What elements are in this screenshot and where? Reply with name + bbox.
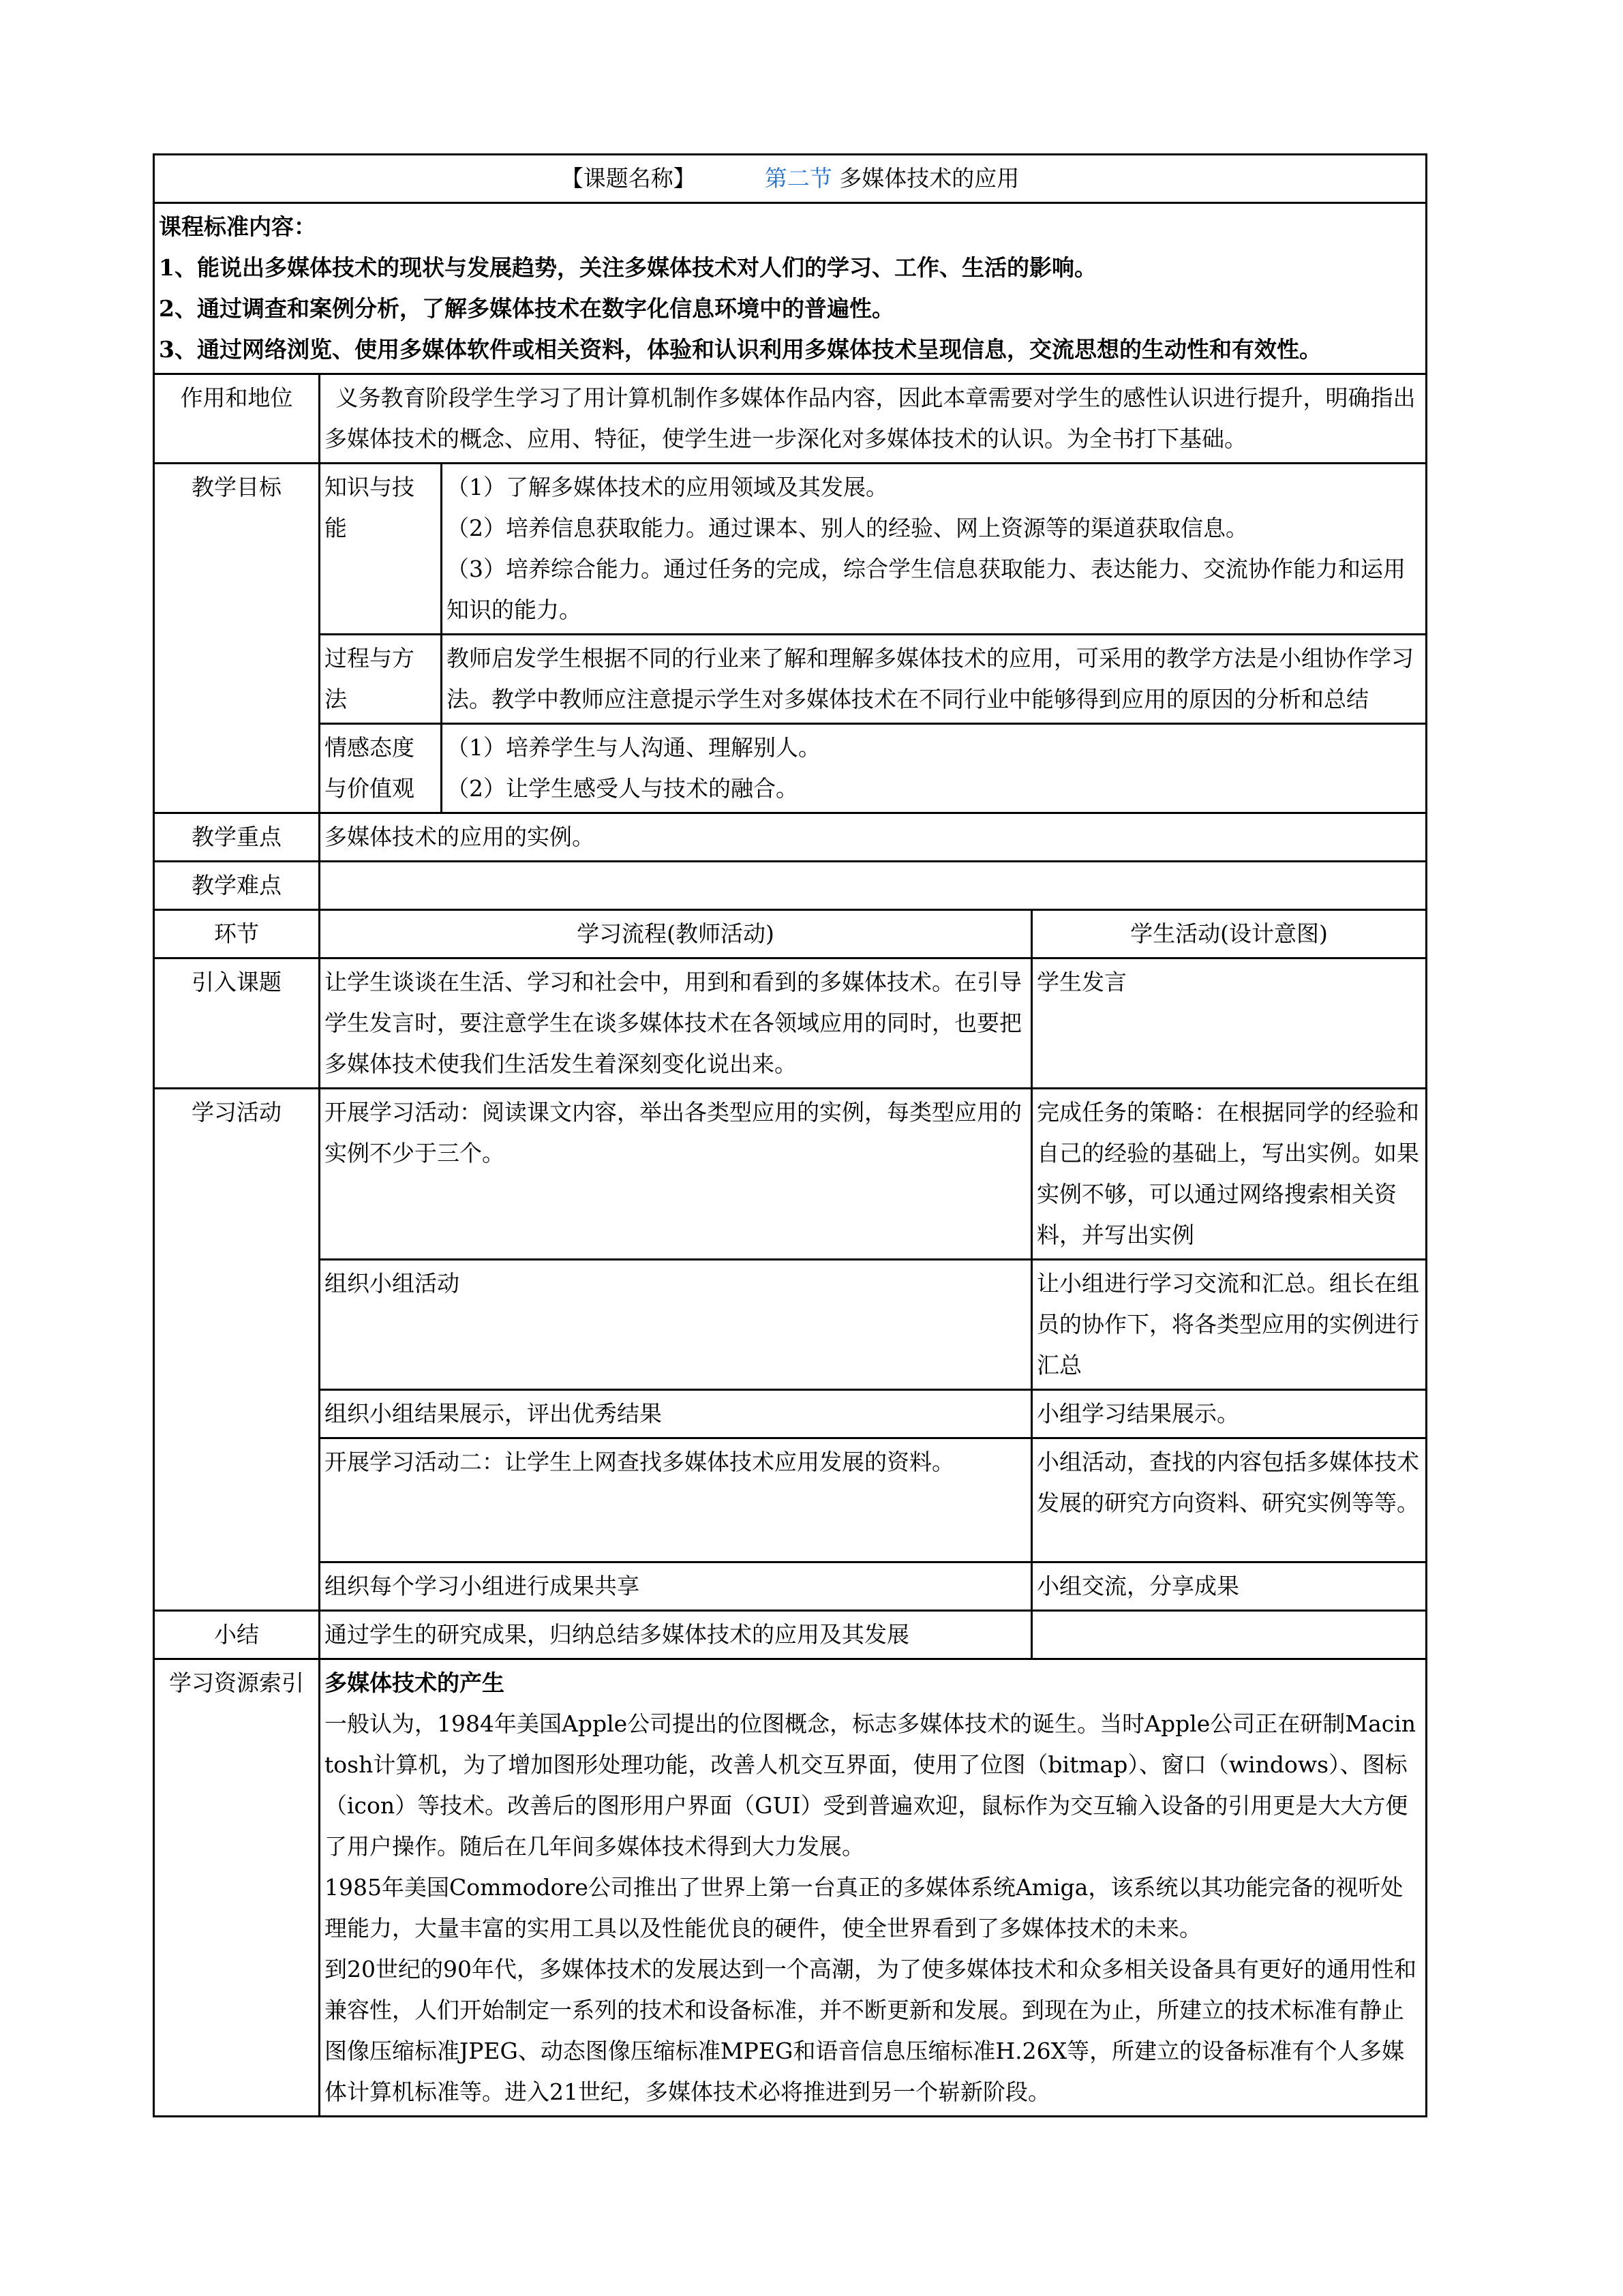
activity-teacher: 组织每个学习小组进行成果共享 — [320, 1562, 1032, 1611]
summary-label: 小结 — [154, 1611, 320, 1659]
standards-heading: 课程标准内容： — [159, 213, 316, 240]
role-row — [154, 374, 1427, 464]
role-label: 作用和地位 — [154, 374, 320, 464]
difficulty-label: 教学难点 — [154, 862, 320, 910]
header-student: 学生活动(设计意图) — [1032, 910, 1427, 958]
goal-row-attitude — [154, 724, 1427, 813]
standards-cell — [154, 203, 1427, 374]
standards-row — [154, 203, 1427, 374]
resources-label: 学习资源索引 — [154, 1659, 320, 2117]
activities-label: 学习活动 — [154, 1089, 320, 1611]
goal-label-process: 过程与方法 — [320, 635, 442, 724]
goal-label-knowledge: 知识与技能 — [320, 464, 442, 635]
standards-item: 3、通过网络浏览、使用多媒体软件或相关资料，体验和认识利用多媒体技术呈现信息，交流思想的生动性和有效性。 — [159, 336, 1322, 363]
difficulty-text — [320, 862, 1427, 910]
summary-row — [154, 1611, 1427, 1659]
goal-line: （1）了解多媒体技术的应用领域及其发展。 — [446, 474, 888, 500]
activity-student: 小组学习结果展示。 — [1032, 1390, 1427, 1438]
activity-row — [154, 1390, 1427, 1438]
goal-line: （2）让学生感受人与技术的融合。 — [446, 775, 798, 802]
goal-text-knowledge — [442, 464, 1427, 635]
resources-heading: 多媒体技术的产生 — [324, 1670, 504, 1696]
goal-text-attitude — [442, 724, 1427, 813]
activity-teacher: 开展学习活动二：让学生上网查找多媒体技术应用发展的资料。 — [320, 1438, 1032, 1562]
goal-line: （2）培养信息获取能力。通过课本、别人的经验、网上资源等的渠道获取信息。 — [446, 515, 1248, 541]
title-name: 多媒体技术的应用 — [839, 165, 1020, 192]
goal-label-attitude: 情感态度与价值观 — [320, 724, 442, 813]
difficulty-row — [154, 862, 1427, 910]
summary-teacher: 通过学生的研究成果，归纳总结多媒体技术的应用及其发展 — [320, 1611, 1032, 1659]
activity-teacher: 组织小组结果展示，评出优秀结果 — [320, 1390, 1032, 1438]
goal-line: （1）培养学生与人沟通、理解别人。 — [446, 734, 821, 761]
intro-row — [154, 958, 1427, 1089]
key-point-label: 教学重点 — [154, 813, 320, 862]
activity-teacher: 开展学习活动：阅读课文内容，举出各类型应用的实例，每类型应用的实例不少于三个。 — [320, 1089, 1032, 1260]
lesson-plan-table — [153, 153, 1427, 2117]
standards-item: 1、能说出多媒体技术的现状与发展趋势，关注多媒体技术对人们的学习、工作、生活的影响。 — [159, 254, 1097, 281]
standards-item: 2、通过调查和案例分析，了解多媒体技术在数字化信息环境中的普遍性。 — [159, 295, 894, 322]
resources-paragraph: 到20世纪的90年代，多媒体技术的发展达到一个高潮，为了使多媒体技术和众多相关设备具有更好的通用性和兼容性，人们开始制定一系列的技术和设备标准，并不断更新和发展。到现在为止，所建立的技术标准有静止图像压缩标准JPEG、动态图像压缩标准MPEG和语音信息压缩标准H.26X等，所建立的设备标准有个人多媒体计算机标准等。进入21世纪，多媒体技术必将推进到另一个崭新阶段。 — [324, 1956, 1416, 2105]
lesson-title — [154, 155, 1427, 203]
intro-label: 引入课题 — [154, 958, 320, 1089]
title-row — [154, 155, 1427, 203]
goal-row-knowledge — [154, 464, 1427, 635]
key-point-text: 多媒体技术的应用的实例。 — [320, 813, 1427, 862]
activity-row — [154, 1562, 1427, 1611]
resources-paragraph: 一般认为，1984年美国Apple公司提出的位图概念，标志多媒体技术的诞生。当时Apple公司正在研制Macintosh计算机，为了增加图形处理功能，改善人机交互界面，使用了位图（bitmap）、窗口（windows）、图标（icon）等技术。改善后的图形用户界面（GUI）受到普遍欢迎，鼠标作为交互输入设备的引用更是大大方便了用户操作。随后在几年间多媒体技术得到大力发展。 — [324, 1710, 1416, 1860]
resources-paragraph: 1985年美国Commodore公司推出了世界上第一台真正的多媒体系统Amiga，该系统以其功能完备的视听处理能力，大量丰富的实用工具以及性能优良的硬件，使全世界看到了多媒体技术的未来。 — [324, 1874, 1404, 1942]
title-label: 【课题名称】 — [560, 165, 696, 192]
intro-teacher: 让学生谈谈在生活、学习和社会中，用到和看到的多媒体技术。在引导学生发言时，要注意学生在谈多媒体技术在各领域应用的同时，也要把多媒体技术使我们生活发生着深刻变化说出来。 — [320, 958, 1032, 1089]
goal-row-process — [154, 635, 1427, 724]
header-stage: 环节 — [154, 910, 320, 958]
goal-text-process — [442, 635, 1427, 724]
header-row — [154, 910, 1427, 958]
activity-teacher: 组织小组活动 — [320, 1260, 1032, 1390]
activity-student: 让小组进行学习交流和汇总。组长在组员的协作下，将各类型应用的实例进行汇总 — [1032, 1260, 1427, 1390]
activity-row — [154, 1089, 1427, 1260]
role-text: 义务教育阶段学生学习了用计算机制作多媒体作品内容，因此本章需要对学生的感性认识进行提升，明确指出多媒体技术的概念、应用、特征，使学生进一步深化对多媒体技术的认识。为全书打下基础。 — [320, 374, 1427, 464]
activity-row — [154, 1438, 1427, 1562]
key-point-row — [154, 813, 1427, 862]
activity-student: 小组活动，查找的内容包括多媒体技术发展的研究方向资料、研究实例等等。 — [1032, 1438, 1427, 1562]
summary-student — [1032, 1611, 1427, 1659]
goal-line: （3）培养综合能力。通过任务的完成，综合学生信息获取能力、表达能力、交流协作能力和运用知识的能力。 — [446, 556, 1406, 623]
resources-row — [154, 1659, 1427, 2117]
activity-student: 完成任务的策略：在根据同学的经验和自己的经验的基础上，写出实例。如果实例不够，可以通过网络搜索相关资料，并写出实例 — [1032, 1089, 1427, 1260]
intro-student: 学生发言 — [1032, 958, 1427, 1089]
goals-label: 教学目标 — [154, 464, 320, 813]
title-section: 第二节 — [764, 165, 832, 192]
header-teacher: 学习流程(教师活动) — [320, 910, 1032, 958]
activity-row — [154, 1260, 1427, 1390]
goal-line: 教师启发学生根据不同的行业来了解和理解多媒体技术的应用，可采用的教学方法是小组协作学习法。教学中教师应注意提示学生对多媒体技术在不同行业中能够得到应用的原因的分析和总结 — [446, 645, 1414, 712]
resources-text — [320, 1659, 1427, 2117]
activity-student: 小组交流，分享成果 — [1032, 1562, 1427, 1611]
